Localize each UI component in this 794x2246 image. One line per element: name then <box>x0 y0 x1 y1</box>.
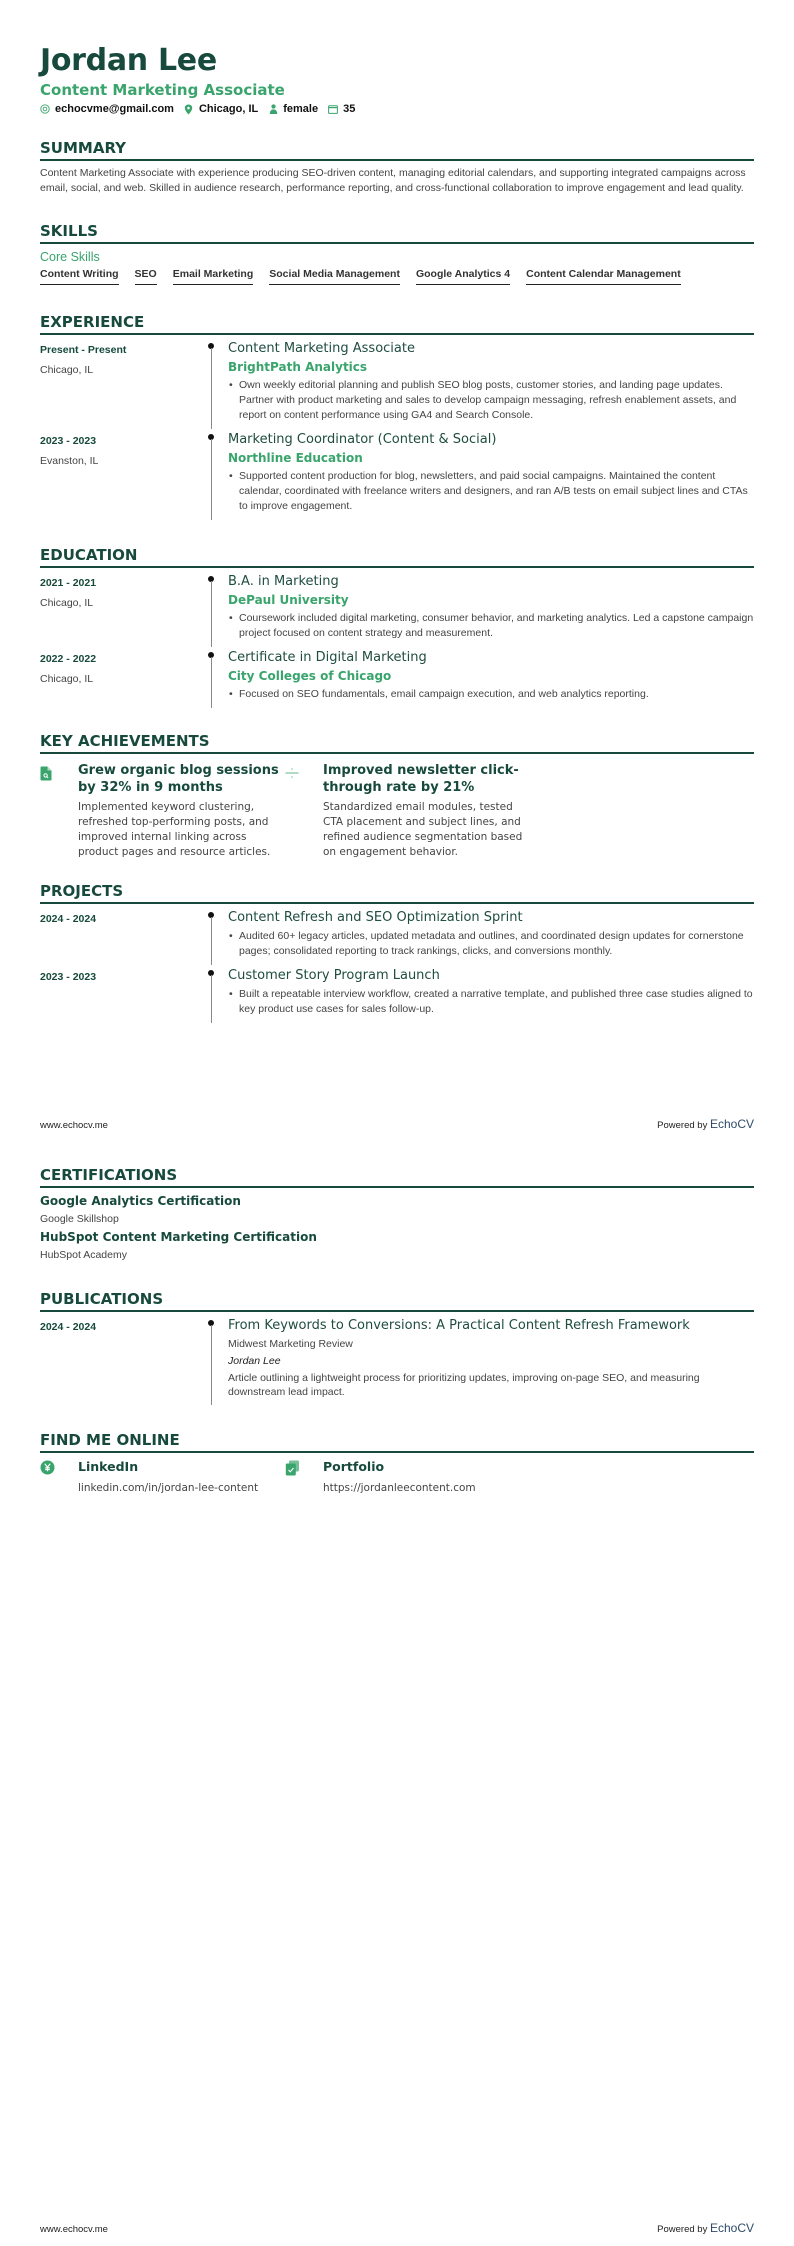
skills-heading: SKILLS <box>40 222 754 244</box>
publication-title: From Keywords to Conversions: A Practical Content Refresh Framework <box>228 1318 690 1333</box>
entry-organization: Northline Education <box>228 451 363 465</box>
achievement-item <box>285 762 530 860</box>
projects-section <box>40 882 754 1023</box>
entry-bullet: • Built a repeatable interview workflow, created a narrative template, and published three case studies aligned to key product use cases for sales follow-up. <box>229 988 753 1015</box>
entry-degree: B.A. in Marketing <box>228 574 339 589</box>
contact-age-value: 35 <box>343 103 356 115</box>
publication-publisher: Midwest Marketing Review <box>228 1338 353 1350</box>
skill-tag: Content Writing <box>40 268 119 285</box>
online-url[interactable]: linkedin.com/in/jordan-lee-content <box>78 1482 259 1494</box>
online-label: LinkedIn <box>78 1459 139 1474</box>
summary-heading: SUMMARY <box>40 139 754 161</box>
skill-tag: Email Marketing <box>173 268 254 285</box>
education-entry <box>40 649 754 708</box>
achievement-title: Grew organic blog sessions by 32% in 9 months <box>78 763 279 795</box>
achievement-description: Standardized email modules, tested CTA placement and subject lines, and refined audience segmentation based on engagement behavior. <box>323 801 523 858</box>
experience-entry <box>40 340 754 429</box>
certification-item <box>40 1193 754 1226</box>
education-entry <box>40 573 754 647</box>
entry-date: 2024 - 2024 <box>40 1321 97 1333</box>
certifications-section <box>40 1166 754 1262</box>
publication-author: Jordan Lee <box>228 1355 281 1367</box>
publication-description: Article outlining a lightweight process for prioritizing updates, improving on-page SEO, and measuring downstream lead impact. <box>228 1372 700 1398</box>
timeline-line <box>211 975 212 1023</box>
page-2-content <box>40 1166 754 1495</box>
certifications-heading: CERTIFICATIONS <box>40 1166 754 1188</box>
page-2-footer <box>40 2221 754 2235</box>
candidate-title: Content Marketing Associate <box>40 81 285 99</box>
bullet-icon: • <box>229 379 233 391</box>
timeline-line <box>211 439 212 520</box>
divide-icon <box>285 767 299 784</box>
publication-entry <box>40 1317 754 1405</box>
bullet-icon: • <box>229 930 233 942</box>
portfolio-icon <box>285 1463 300 1480</box>
summary-text: Content Marketing Associate with experience producing SEO-driven content, managing editorial calendars, and supporting integrated campaigns across email, social, and web. Skilled in audience research, performance reporting, and cross-functional collaboration to improve engagement and lead quality. <box>40 167 746 194</box>
entry-bullet: • Focused on SEO fundamentals, email campaign execution, and web analytics reporting. <box>229 688 649 700</box>
entry-bullet: • Audited 60+ legacy articles, updated metadata and outlines, and coordinated design updates for cornerstone pages; consolidated reporting to track rankings, clicks, and conversions monthly. <box>229 930 744 957</box>
online-heading: FIND ME ONLINE <box>40 1431 754 1453</box>
timeline-line <box>211 917 212 965</box>
timeline-rail <box>206 909 228 965</box>
project-entry <box>40 909 754 965</box>
entry-date: 2021 - 2021 <box>40 577 97 589</box>
entry-date: 2023 - 2023 <box>40 971 97 983</box>
file-search-icon <box>40 768 52 785</box>
candidate-name: Jordan Lee <box>40 43 217 78</box>
entry-bullet: • Own weekly editorial planning and publish SEO blog posts, customer stories, and landing page updates. Partner with product marketing and sales to develop campaign messaging, refresh enablement assets, and report on content performance using GA4 and Search Console. <box>229 379 737 421</box>
certification-name: HubSpot Content Marketing Certification <box>40 1230 317 1244</box>
skills-section <box>40 222 754 285</box>
entry-date: 2023 - 2023 <box>40 435 97 447</box>
contact-location <box>184 103 258 115</box>
online-url[interactable]: https://jordanleecontent.com <box>323 1482 476 1494</box>
contact-row <box>40 103 754 115</box>
timeline-rail <box>206 340 228 429</box>
achievement-item <box>40 762 285 860</box>
projects-heading: PROJECTS <box>40 882 754 904</box>
education-heading: EDUCATION <box>40 546 754 568</box>
entry-date: 2024 - 2024 <box>40 913 97 925</box>
entry-date: Present - Present <box>40 344 127 356</box>
footer-powered-by: Powered by EchoCV <box>657 2221 754 2235</box>
online-label: Portfolio <box>323 1459 385 1474</box>
timeline-rail <box>206 1317 228 1405</box>
contact-email-value: echocvme@gmail.com <box>55 103 174 115</box>
project-title: Customer Story Program Launch <box>228 968 440 983</box>
resume-page-2 <box>0 1123 794 2246</box>
entry-location: Chicago, IL <box>40 597 94 609</box>
achievement-description: Implemented keyword clustering, refreshed top-performing posts, and improved internal linking across product pages and resource articles. <box>78 801 271 858</box>
certification-name: Google Analytics Certification <box>40 1194 241 1208</box>
linkedin-icon <box>40 1462 55 1479</box>
entry-location: Chicago, IL <box>40 364 94 376</box>
timeline-rail <box>206 431 228 520</box>
publications-heading: PUBLICATIONS <box>40 1290 754 1312</box>
bullet-icon: • <box>229 470 233 482</box>
person-icon <box>268 104 278 114</box>
entry-role: Marketing Coordinator (Content & Social) <box>228 432 497 447</box>
education-section <box>40 546 754 708</box>
bullet-icon: • <box>229 612 233 624</box>
footer-brand[interactable]: EchoCV <box>709 1117 754 1131</box>
experience-entry <box>40 431 754 520</box>
footer-powered-by: Powered by EchoCV <box>657 1117 754 1131</box>
certification-item <box>40 1229 754 1262</box>
timeline-line <box>211 348 212 429</box>
timeline-line <box>211 581 212 647</box>
entry-location: Evanston, IL <box>40 455 99 467</box>
achievements-list <box>40 762 754 860</box>
timeline-line <box>211 1325 212 1405</box>
online-item-linkedin[interactable] <box>40 1459 285 1495</box>
publications-section <box>40 1290 754 1405</box>
contact-gender-value: female <box>283 103 319 115</box>
footer-site-link[interactable]: www.echocv.me <box>40 1120 108 1131</box>
bullet-icon: • <box>229 688 233 700</box>
resume-header <box>40 44 754 115</box>
bullet-icon: • <box>229 988 233 1000</box>
summary-section <box>40 139 754 196</box>
contact-age <box>328 103 355 115</box>
entry-role: Content Marketing Associate <box>228 341 415 356</box>
contact-email[interactable] <box>40 103 174 115</box>
achievements-heading: KEY ACHIEVEMENTS <box>40 732 754 754</box>
at-icon <box>40 104 50 114</box>
contact-gender <box>268 103 318 115</box>
skill-tag: Content Calendar Management <box>526 268 681 285</box>
timeline-rail <box>206 573 228 647</box>
online-links <box>40 1459 754 1495</box>
entry-degree: Certificate in Digital Marketing <box>228 650 427 665</box>
location-pin-icon <box>184 104 194 114</box>
timeline-line <box>211 657 212 708</box>
timeline-rail <box>206 967 228 1023</box>
project-entry <box>40 967 754 1023</box>
project-title: Content Refresh and SEO Optimization Sprint <box>228 910 523 925</box>
skill-tag: Social Media Management <box>269 268 400 285</box>
certification-issuer: Google Skillshop <box>40 1213 119 1225</box>
footer-brand[interactable]: EchoCV <box>709 2221 754 2235</box>
entry-bullet: • Supported content production for blog, newsletters, and paid social campaigns. Maintained the content calendar, coordinated with freelance writers and designers, and ran A/B tests on email subject lines and CTAs to improve engagement. <box>229 470 748 512</box>
achievements-section <box>40 732 754 860</box>
page-1-content <box>40 44 754 1023</box>
skills-subheading: Core Skills <box>40 250 100 264</box>
achievement-title: Improved newsletter click-through rate by 21% <box>323 763 519 795</box>
skill-tag: Google Analytics 4 <box>416 268 510 285</box>
entry-location: Chicago, IL <box>40 673 94 685</box>
experience-section <box>40 313 754 520</box>
entry-date: 2022 - 2022 <box>40 653 97 665</box>
entry-institution: City Colleges of Chicago <box>228 669 392 683</box>
entry-bullet: • Coursework included digital marketing, consumer behavior, and marketing analytics. Led a capstone campaign project focused on content strategy and measurement. <box>229 612 754 639</box>
online-item-portfolio[interactable] <box>285 1459 530 1495</box>
experience-heading: EXPERIENCE <box>40 313 754 335</box>
footer-site-link[interactable]: www.echocv.me <box>40 2224 108 2235</box>
skill-tag: SEO <box>135 268 157 285</box>
online-section <box>40 1431 754 1495</box>
calendar-icon <box>328 104 338 114</box>
timeline-rail <box>206 649 228 708</box>
entry-organization: BrightPath Analytics <box>228 360 368 374</box>
contact-location-value: Chicago, IL <box>198 103 259 115</box>
entry-institution: DePaul University <box>228 593 349 607</box>
certification-issuer: HubSpot Academy <box>40 1249 127 1261</box>
skills-list <box>40 268 754 285</box>
